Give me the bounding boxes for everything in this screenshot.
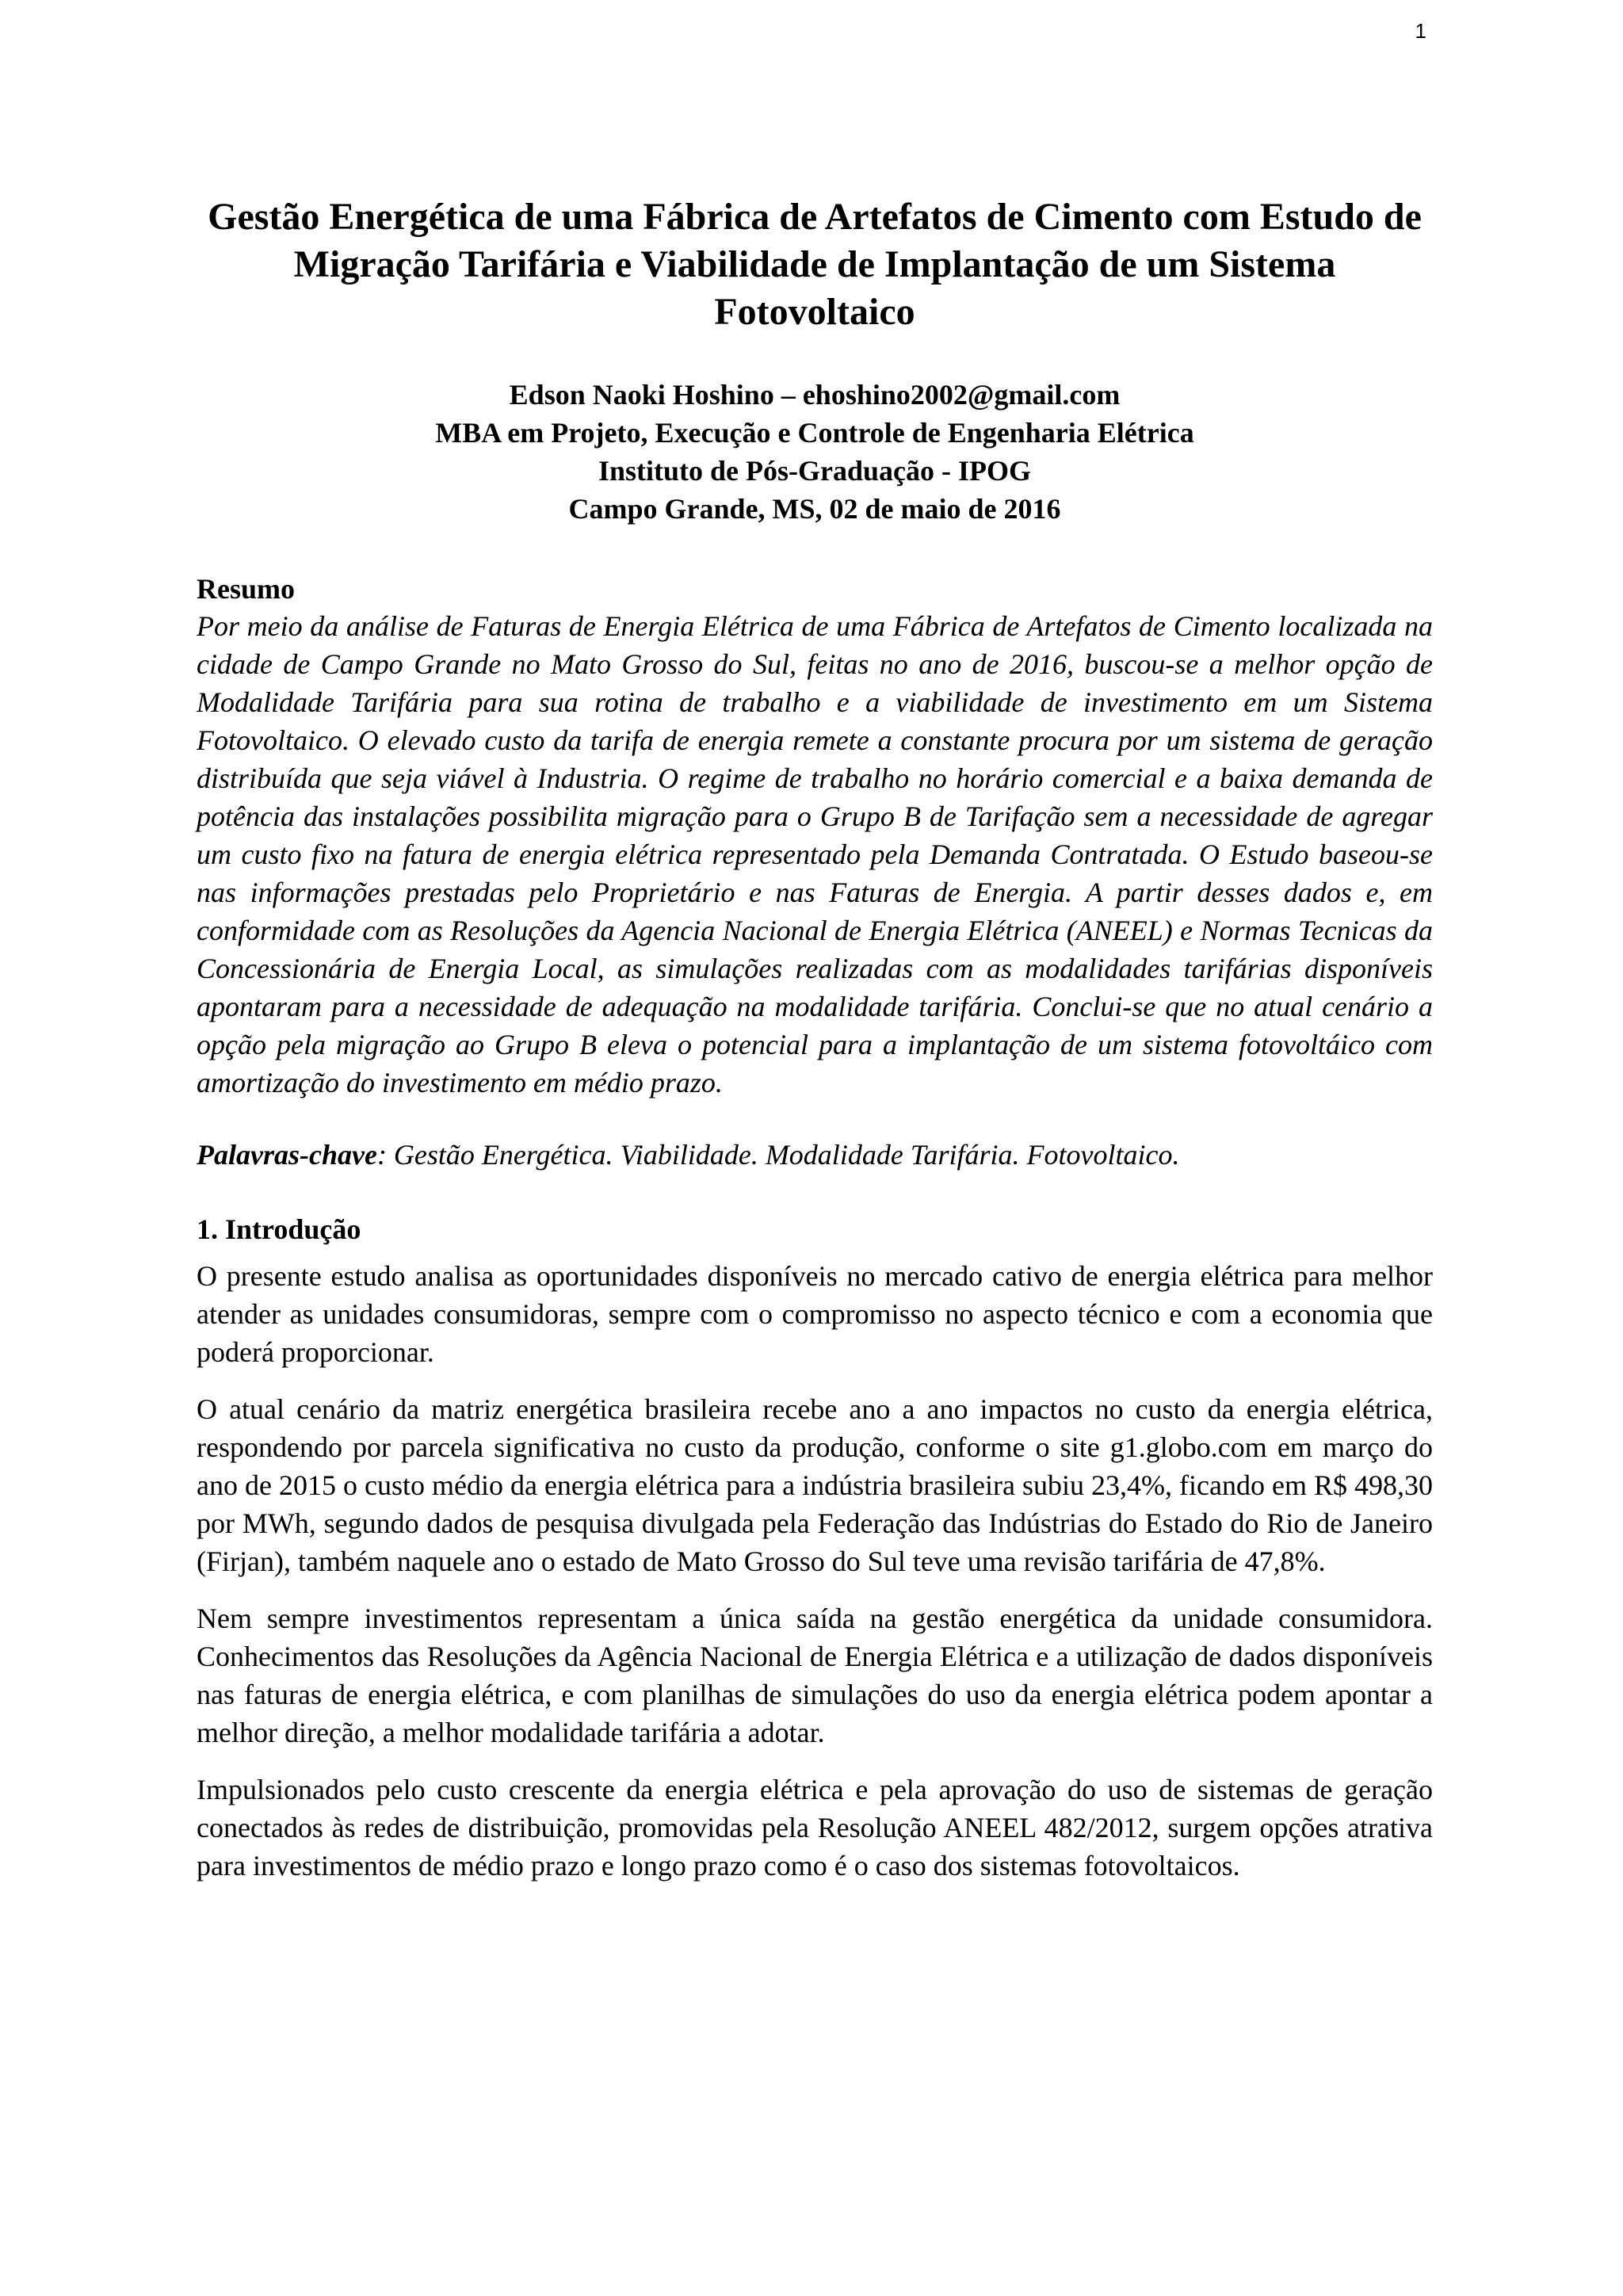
- abstract-heading: Resumo: [197, 573, 295, 605]
- keywords: [197, 1137, 1433, 1173]
- author-line: Edson Naoki Hoshino – ehoshino2002@gmail.com: [509, 379, 1121, 411]
- paper-content: [197, 193, 1433, 1885]
- program-line: MBA em Projeto, Execução e Controle de Engenharia Elétrica: [435, 417, 1194, 449]
- abstract-text: Por meio da análise de Faturas de Energia Elétrica de uma Fábrica de Artefatos de Cimento localizada na cidade de Campo Grande no Mato Grosso do Sul, feitas no ano de 2016, buscou-se a melhor opção de Modalidade Tarifária para sua rotina de trabalho e a viabilidade de investimento em um Sistema Fotovoltaico. O elevado custo da tarifa de energia remete a constante procura por um sistema de geração distribuída que seja viável à Industria. O regime de trabalho no horário comercial e a baixa demanda de potência das instalações possibilita migração para o Grupo B de Tarifação sem a necessidade de agregar um custo fixo na fatura de energia elétrica representado pela Demanda Contratada. O Estudo baseou-se nas informações prestadas pelo Proprietário e nas Faturas de Energia. A partir desses dados e, em conformidade com as Resoluções da Agencia Nacional de Energia Elétrica (ANEEL) e Normas Tecnicas da Concessionária de Energia Local, as simulações realizadas com as modalidades tarifárias disponíveis apontaram para a necessidade de adequação na modalidade tarifária. Conclui-se que no atual cenário a opção pela migração ao Grupo B eleva o potencial para a implantação de um sistema fotovoltáico com amortização do investimento em médio prazo.: [197, 610, 1433, 1098]
- institution-line: Instituto de Pós-Graduação - IPOG: [598, 455, 1031, 487]
- paragraph: O presente estudo analisa as oportunidades disponíveis no mercado cativo de energia elétrica para melhor atender as unidades consumidoras, sempre com o compromisso no aspecto técnico e com a economia que poderá proporcionar.: [197, 1260, 1433, 1368]
- place-date-line: Campo Grande, MS, 02 de maio de 2016: [568, 493, 1061, 525]
- paragraph: O atual cenário da matriz energética brasileira recebe ano a ano impactos no custo da energia elétrica, respondendo por parcela significativa no custo da produção, conforme o site g1.globo.com em março do ano de 2015 o custo médio da energia elétrica para a indústria brasileira subiu 23,4%, ficando em R$ 498,30 por MWh, segundo dados de pesquisa divulgada pela Federação das Indústrias do Estado do Rio de Janeiro (Firjan), também naquele ano o estado de Mato Grosso do Sul teve uma revisão tarifária de 47,8%.: [197, 1393, 1433, 1577]
- keywords-label: Palavras-chave: [197, 1139, 377, 1171]
- page-number: 1: [1415, 19, 1426, 43]
- paragraph: Nem sempre investimentos representam a única saída na gestão energética da unidade consumidora. Conhecimentos das Resoluções da Agência Nacional de Energia Elétrica e a utilização de dados disponíveis nas faturas de energia elétrica, e com planilhas de simulações do uso da energia elétrica podem apontar a melhor direção, a melhor modalidade tarifária a adotar.: [197, 1603, 1433, 1748]
- paragraph: Impulsionados pelo custo crescente da energia elétrica e pela aprovação do uso de sistemas de geração conectados às redes de distribuição, promovidas pela Resolução ANEEL 482/2012, surgem opções atrativa para investimentos de médio prazo e longo prazo como é o caso dos sistemas fotovoltaicos.: [197, 1774, 1433, 1881]
- section-heading-introduction: 1. Introdução: [197, 1213, 361, 1245]
- author-block: [197, 376, 1433, 528]
- keywords-text: : Gestão Energética. Viabilidade. Modalidade Tarifária. Fotovoltaico.: [376, 1139, 1180, 1171]
- paper-title: Gestão Energética de uma Fábrica de Artefatos de Cimento com Estudo de Migração Tarifária e Viabilidade de Implantação de um Sistema Fotovoltaico: [208, 196, 1422, 333]
